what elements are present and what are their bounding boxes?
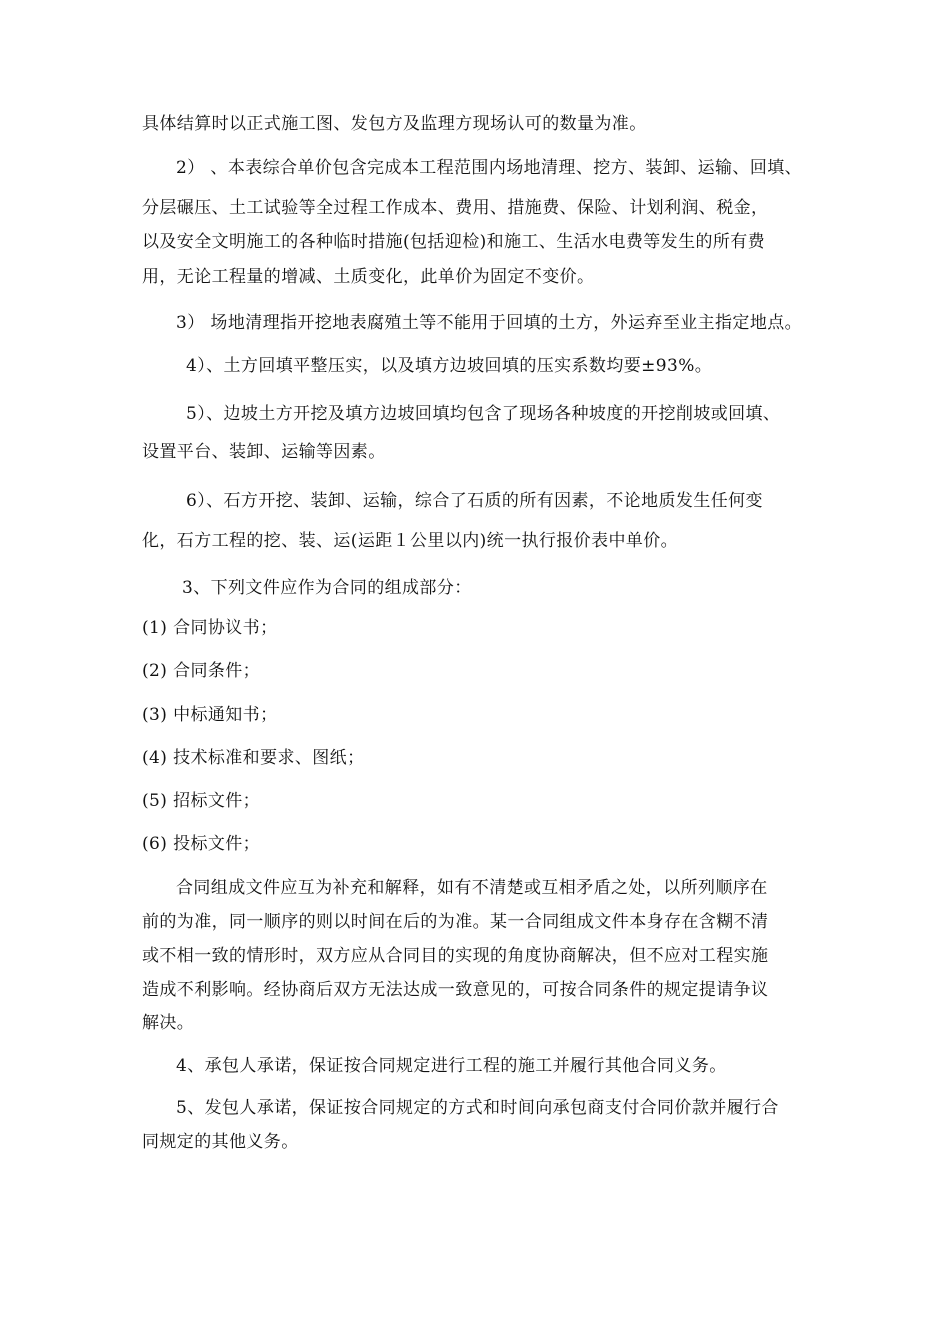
- text-line: 或不相一致的情形时，双方应从合同目的实现的角度协商解决，但不应对工程实施: [142, 946, 769, 966]
- section-heading: 3、下列文件应作为合同的组成部分：: [182, 578, 472, 598]
- list-item: (2) 合同条件；: [142, 661, 261, 681]
- text-line: 具体结算时以正式施工图、发包方及监理方现场认可的数量为准。: [142, 114, 647, 134]
- text-line: 6）、石方开挖、装卸、运输，综合了石质的所有因素，不论地质发生任何变: [186, 491, 763, 511]
- text-line: 4、承包人承诺，保证按合同规定进行工程的施工并履行其他合同义务。: [176, 1056, 727, 1076]
- text-line: 2） 、本表综合单价包含完成本工程范围内场地清理、挖方、装卸、运输、回填、: [176, 158, 803, 178]
- text-line: 合同组成文件应互为补充和解释，如有不清楚或互相矛盾之处，以所列顺序在: [176, 878, 768, 898]
- text-line: 4）、土方回填平整压实，以及填方边坡回填的压实系数均要±93%。: [186, 356, 713, 376]
- text-line: 5、发包人承诺，保证按合同规定的方式和时间向承包商支付合同价款并履行合: [176, 1098, 779, 1118]
- list-item: (4) 技术标准和要求、图纸；: [142, 748, 365, 768]
- text-line: 同规定的其他义务。: [142, 1132, 299, 1152]
- list-item: (1) 合同协议书；: [142, 618, 278, 638]
- text-line: 3） 场地清理指开挖地表腐殖土等不能用于回填的土方，外运弃至业主指定地点。: [176, 313, 803, 333]
- text-line: 5）、边坡土方开挖及填方边坡回填均包含了现场各种坡度的开挖削坡或回填、: [186, 404, 781, 424]
- text-line: 造成不利影响。经协商后双方无法达成一致意见的，可按合同条件的规定提请争议: [142, 980, 769, 1000]
- list-item: (5) 招标文件；: [142, 791, 261, 811]
- text-line: 化，石方工程的挖、装、运(运距１公里以内)统一执行报价表中单价。: [142, 531, 679, 551]
- text-line: 解决。: [142, 1013, 195, 1033]
- text-line: 以及安全文明施工的各种临时措施(包括迎检)和施工、生活水电费等发生的所有费: [142, 232, 766, 252]
- text-line: 设置平台、装卸、运输等因素。: [142, 442, 386, 462]
- list-item: (3) 中标通知书；: [142, 705, 278, 725]
- text-line: 分层碾压、土工试验等全过程工作成本、费用、措施费、保险、计划利润、税金，: [142, 198, 769, 218]
- text-line: 用，无论工程量的增减、土质变化，此单价为固定不变价。: [142, 267, 595, 287]
- list-item: (6) 投标文件；: [142, 834, 261, 854]
- text-line: 前的为准，同一顺序的则以时间在后的为准。某一合同组成文件本身存在含糊不清: [142, 912, 769, 932]
